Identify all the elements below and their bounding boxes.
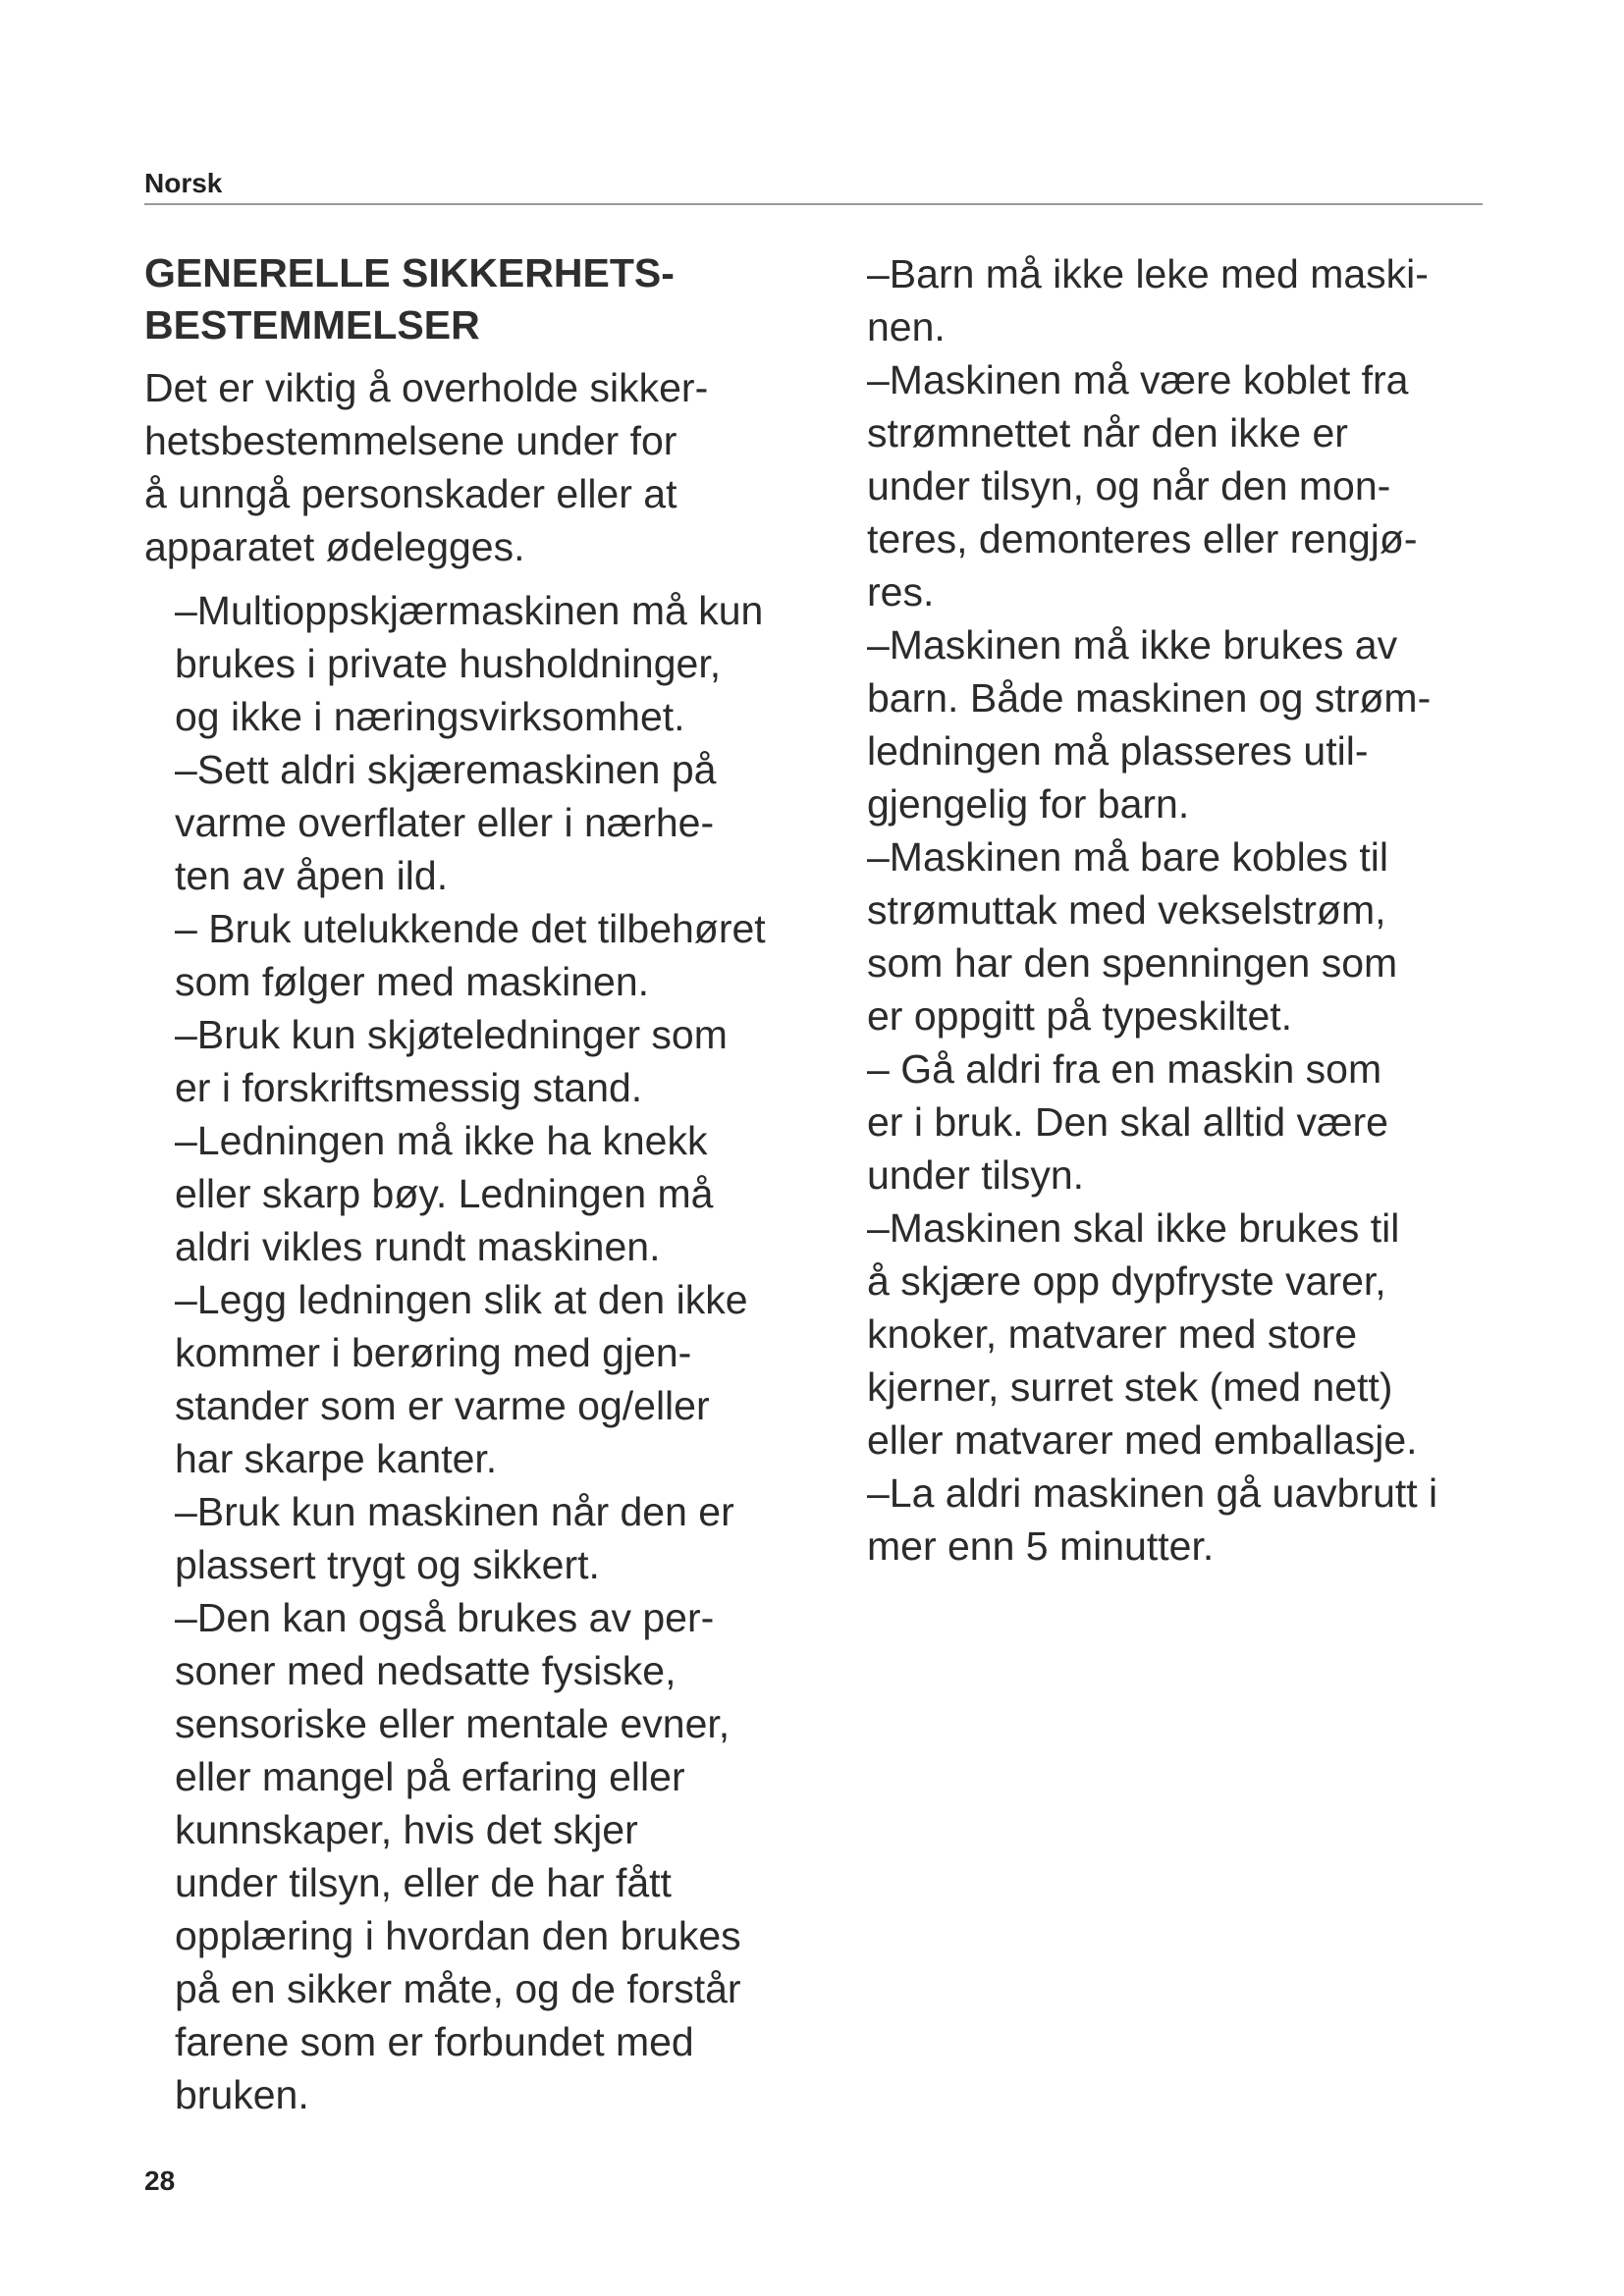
header-divider [144,203,1483,205]
text-line: –Maskinen må bare kobles til [867,834,1388,880]
text-line: eller skarp bøy. Ledningen må [175,1171,714,1216]
text-line: varme overflater eller i nærhe- [175,800,715,845]
text-line: –Legg ledningen slik at den ikke [175,1277,748,1322]
safety-item [175,743,862,902]
text-line: strømuttak med vekselstrøm, [867,887,1386,933]
text-line: på en sikker måte, og de forstår [175,1966,741,2011]
text-line: å unngå personskader eller at [144,471,677,516]
text-line: – Bruk utelukkende det tilbehøret [175,906,766,951]
safety-list-right [867,247,1495,1573]
safety-item [867,247,1495,353]
text-line: kjerner, surret stek (med nett) [867,1364,1393,1410]
text-line: hetsbestemmelsene under for [144,418,677,463]
text-line: knoker, matvarer med store [867,1311,1358,1357]
text-line: opplæring i hvordan den brukes [175,1913,741,1958]
safety-item [867,830,1495,1042]
text-line: å skjære opp dypfryste varer, [867,1258,1386,1304]
text-line: brukes i private husholdninger, [175,641,722,686]
text-line: –Maskinen skal ikke brukes til [867,1205,1400,1251]
text-line: er i forskriftsmessig stand. [175,1065,643,1110]
text-line: –Maskinen må ikke brukes av [867,622,1398,667]
text-line: er oppgitt på typeskiltet. [867,993,1293,1039]
text-line: strømnettet når den ikke er [867,410,1348,455]
text-line: farene som er forbundet med [175,2019,694,2064]
text-line: –Den kan også brukes av per- [175,1595,715,1640]
text-line: soner med nedsatte fysiske, [175,1648,677,1693]
text-line: –Bruk kun maskinen når den er [175,1489,734,1534]
text-line: – Gå aldri fra en maskin som [867,1046,1382,1092]
text-line: res. [867,569,935,614]
text-line: –Multioppskjærmaskinen må kun [175,588,764,633]
text-line: Det er viktig å overholde sikker- [144,365,709,410]
text-line: bruken. [175,2072,309,2117]
text-line: som følger med maskinen. [175,959,650,1004]
text-line: mer enn 5 minutter. [867,1523,1215,1569]
intro-paragraph [144,361,832,573]
safety-list-left [175,584,862,2121]
text-line: under tilsyn, og når den mon- [867,463,1391,508]
page-number: 28 [144,2165,176,2196]
safety-item [867,1467,1495,1573]
safety-item [867,618,1495,830]
safety-item [175,584,862,743]
safety-item [867,1042,1495,1201]
title-line: GENERELLE SIKKERHETS- [144,250,675,295]
text-line: nen. [867,304,946,349]
text-line: ledningen må plasseres util- [867,728,1369,774]
page-title [144,247,832,351]
text-line: under tilsyn, eller de har fått [175,1860,672,1905]
text-line: som har den spenningen som [867,940,1398,986]
text-line: kunnskaper, hvis det skjer [175,1807,638,1852]
text-line: sensoriske eller mentale evner, [175,1701,731,1746]
text-line: og ikke i næringsvirksomhet. [175,694,685,739]
section-language-label: Norsk [144,168,223,198]
text-line: teres, demonteres eller rengjø- [867,516,1418,561]
text-line: –Maskinen må være koblet fra [867,357,1409,402]
text-line: plassert trygt og sikkert. [175,1542,600,1587]
safety-item [867,1201,1495,1467]
text-line: eller mangel på erfaring eller [175,1754,685,1799]
text-line: eller matvarer med emballasje. [867,1417,1418,1463]
safety-item [867,353,1495,618]
text-line: apparatet ødelegges. [144,524,525,569]
text-line: –La aldri maskinen gå uavbrutt i [867,1470,1438,1516]
text-line: er i bruk. Den skal alltid være [867,1099,1388,1145]
safety-item [175,1114,862,1273]
safety-item [175,1008,862,1114]
text-line: –Sett aldri skjæremaskinen på [175,747,717,792]
safety-item [175,902,862,1008]
text-line: kommer i berøring med gjen- [175,1330,692,1375]
safety-item [175,1273,862,1485]
title-line: BESTEMMELSER [144,302,480,347]
text-line: stander som er varme og/eller [175,1383,710,1428]
text-line: –Bruk kun skjøteledninger som [175,1012,728,1057]
text-line: –Ledningen må ikke ha knekk [175,1118,708,1163]
safety-item [175,1591,862,2121]
text-line: gjengelig for barn. [867,781,1190,827]
text-line: aldri vikles rundt maskinen. [175,1224,661,1269]
text-line: –Barn må ikke leke med maski- [867,251,1429,296]
text-line: ten av åpen ild. [175,853,449,898]
text-line: har skarpe kanter. [175,1436,498,1481]
safety-item [175,1485,862,1591]
text-line: under tilsyn. [867,1152,1085,1198]
text-line: barn. Både maskinen og strøm- [867,675,1432,721]
